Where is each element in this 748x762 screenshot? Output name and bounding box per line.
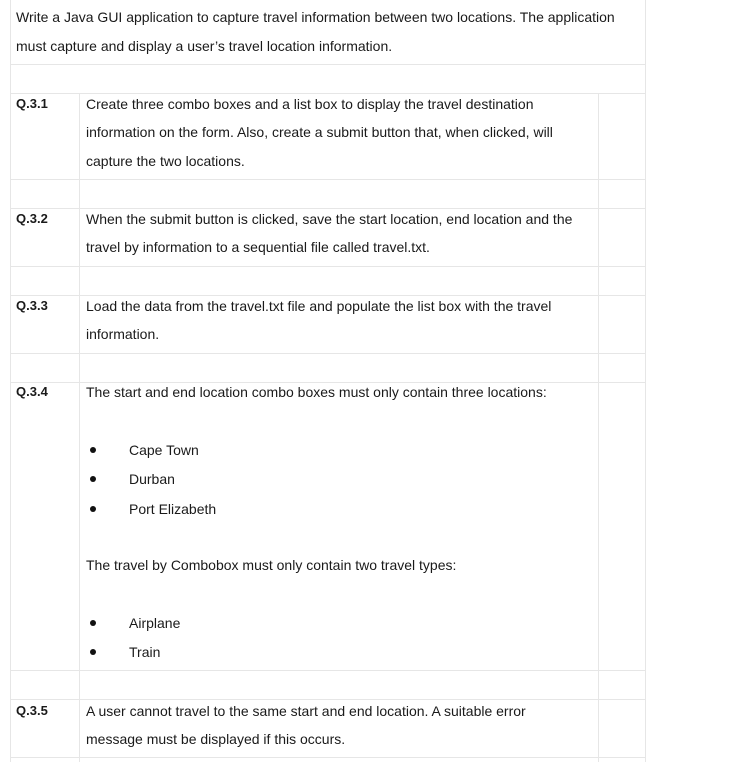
bullet-icon bbox=[90, 476, 96, 482]
bullet-icon bbox=[90, 620, 96, 626]
row-divider bbox=[10, 179, 646, 180]
table-border-right bbox=[645, 0, 646, 762]
bullet-icon bbox=[90, 649, 96, 655]
row-divider bbox=[10, 266, 646, 267]
row-divider bbox=[10, 699, 646, 700]
row-divider bbox=[10, 93, 646, 94]
question-text: A user cannot travel to the same start and end location. A suitable error bbox=[86, 703, 526, 719]
row-divider bbox=[10, 353, 646, 354]
row-divider bbox=[10, 295, 646, 296]
question-text: information. bbox=[86, 326, 160, 342]
bullet-icon bbox=[90, 447, 96, 453]
bullet-icon bbox=[90, 506, 96, 512]
question-id: Q.3.3 bbox=[16, 298, 48, 313]
question-text: Create three combo boxes and a list box to display the travel destination bbox=[86, 96, 534, 112]
travel-type-item: Airplane bbox=[129, 615, 181, 631]
question-id: Q.3.2 bbox=[16, 211, 48, 226]
question-id: Q.3.5 bbox=[16, 703, 48, 718]
intro-line: must capture and display a user’s travel location information. bbox=[16, 38, 393, 54]
location-item: Cape Town bbox=[129, 442, 199, 458]
question-text: travel by information to a sequential file called travel.txt. bbox=[86, 239, 430, 255]
question-text: When the submit button is clicked, save the start location, end location and the bbox=[86, 211, 573, 227]
question-text: The start and end location combo boxes must only contain three locations: bbox=[86, 384, 547, 400]
question-id: Q.3.1 bbox=[16, 96, 48, 111]
column-divider bbox=[79, 93, 80, 762]
row-divider bbox=[10, 64, 646, 65]
question-text: message must be displayed if this occurs. bbox=[86, 731, 346, 747]
question-text: The travel by Combobox must only contain two travel types: bbox=[86, 557, 457, 573]
table-border-left bbox=[10, 0, 11, 762]
row-divider bbox=[10, 757, 646, 758]
question-text: information on the form. Also, create a submit button that, when clicked, will bbox=[86, 124, 553, 140]
question-text: capture the two locations. bbox=[86, 153, 245, 169]
location-item: Port Elizabeth bbox=[129, 501, 217, 517]
row-divider bbox=[10, 208, 646, 209]
question-text: Load the data from the travel.txt file and populate the list box with the travel bbox=[86, 298, 552, 314]
intro-line: Write a Java GUI application to capture travel information between two locations. The application bbox=[16, 9, 615, 25]
row-divider bbox=[10, 670, 646, 671]
column-divider bbox=[598, 93, 599, 762]
question-id: Q.3.4 bbox=[16, 384, 48, 399]
travel-type-item: Train bbox=[129, 644, 161, 660]
location-item: Durban bbox=[129, 471, 175, 487]
